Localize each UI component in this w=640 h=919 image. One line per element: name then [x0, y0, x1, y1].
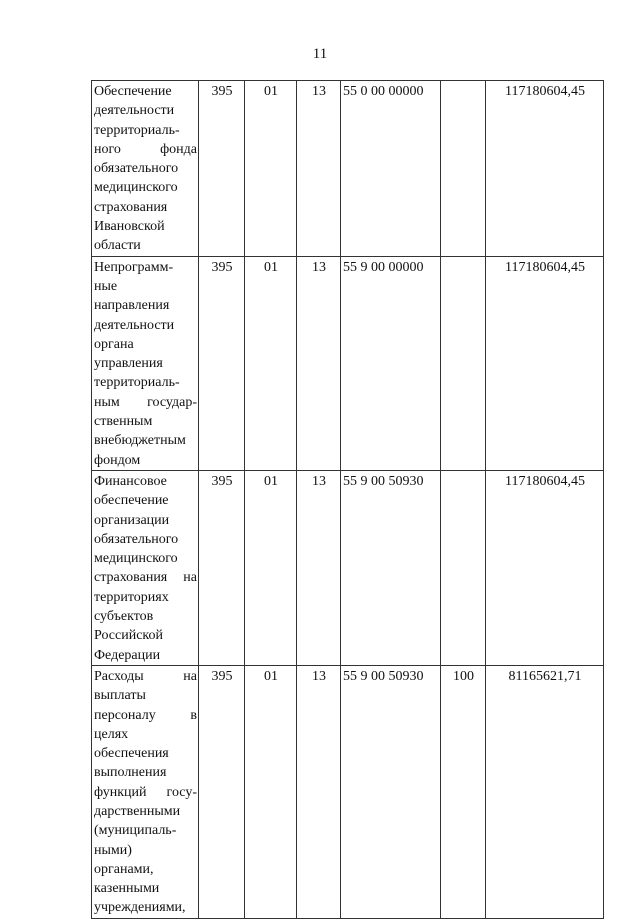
cell-subsection: 13: [297, 256, 341, 470]
name-line: организации: [94, 512, 170, 528]
cell-amount: 117180604,45: [486, 470, 604, 665]
cell-section: 01: [245, 81, 297, 257]
name-line: персоналу в: [94, 707, 197, 723]
name-line: выплаты: [94, 688, 146, 704]
cell-expense-type: 100: [441, 665, 486, 918]
name-line: ные: [94, 278, 118, 294]
name-line: Обеспечение: [94, 84, 172, 99]
name-line: Непрограмм-: [94, 259, 174, 275]
name-line: обеспечения: [94, 746, 169, 762]
name-line: Ивановской: [94, 219, 165, 235]
cell-expense-type: [441, 81, 486, 257]
name-line: территориях: [94, 589, 169, 605]
name-line: Расходы на: [94, 668, 197, 684]
name-line: деятельности: [94, 103, 175, 119]
cell-target-article: 55 0 00 00000: [341, 81, 441, 257]
cell-amount: 117180604,45: [486, 256, 604, 470]
cell-expense-type: [441, 256, 486, 470]
name-line: (муниципаль-: [94, 823, 177, 839]
name-line: медицинского: [94, 180, 178, 196]
cell-section: 01: [245, 470, 297, 665]
name-line: Финансовое: [94, 473, 167, 489]
name-line: области: [94, 238, 141, 254]
cell-name: [92, 81, 199, 257]
cell-subsection: 13: [297, 81, 341, 257]
budget-table: [91, 80, 604, 919]
table-row: [92, 256, 604, 470]
name-line: страхования на: [94, 570, 197, 586]
cell-amount: 117180604,45: [486, 81, 604, 257]
name-line: ного фонда: [94, 141, 197, 157]
name-line: Российской: [94, 628, 163, 644]
cell-amount: 81165621,71: [486, 665, 604, 918]
cell-expense-type: [441, 470, 486, 665]
cell-target-article: 55 9 00 50930: [341, 665, 441, 918]
page-number: 11: [312, 46, 328, 62]
cell-admin-code: 395: [199, 470, 245, 665]
cell-section: 01: [245, 256, 297, 470]
name-line: Федерации: [94, 647, 161, 663]
name-line: органа: [94, 336, 134, 352]
cell-subsection: 13: [297, 665, 341, 918]
name-line: внебюджетным: [94, 433, 186, 449]
name-line: казенными: [94, 881, 160, 897]
name-line: направления: [94, 298, 170, 314]
name-line: дарственными: [94, 803, 181, 819]
name-line: медицинского: [94, 551, 178, 567]
name-line: учреждениями,: [94, 900, 186, 916]
name-line: фондом: [94, 452, 141, 468]
name-line: обязательного: [94, 531, 179, 547]
cell-name: [92, 470, 199, 665]
table-body: [92, 81, 604, 919]
name-line: территориаль-: [94, 122, 180, 138]
name-line: ными): [94, 842, 132, 858]
name-line: выполнения: [94, 765, 167, 781]
cell-admin-code: 395: [199, 256, 245, 470]
table-row: [92, 665, 604, 918]
name-line: обязательного: [94, 161, 179, 177]
name-line: органами,: [94, 861, 154, 877]
cell-admin-code: 395: [199, 81, 245, 257]
name-line: территориаль-: [94, 375, 180, 391]
name-line: страхования: [94, 199, 168, 215]
table-row: [92, 470, 604, 665]
cell-admin-code: 395: [199, 665, 245, 918]
name-line: деятельности: [94, 317, 175, 333]
table-row: [92, 81, 604, 257]
name-line: управления: [94, 356, 163, 372]
name-line: ным государ-: [94, 394, 197, 410]
name-line: субъектов: [94, 609, 154, 625]
name-line: целях: [94, 726, 129, 742]
cell-name: [92, 256, 199, 470]
name-line: обеспечение: [94, 493, 169, 509]
cell-target-article: 55 9 00 00000: [341, 256, 441, 470]
name-line: функций госу-: [94, 784, 197, 800]
cell-name: [92, 665, 199, 918]
name-line: ственным: [94, 414, 153, 430]
cell-subsection: 13: [297, 470, 341, 665]
cell-target-article: 55 9 00 50930: [341, 470, 441, 665]
cell-section: 01: [245, 665, 297, 918]
